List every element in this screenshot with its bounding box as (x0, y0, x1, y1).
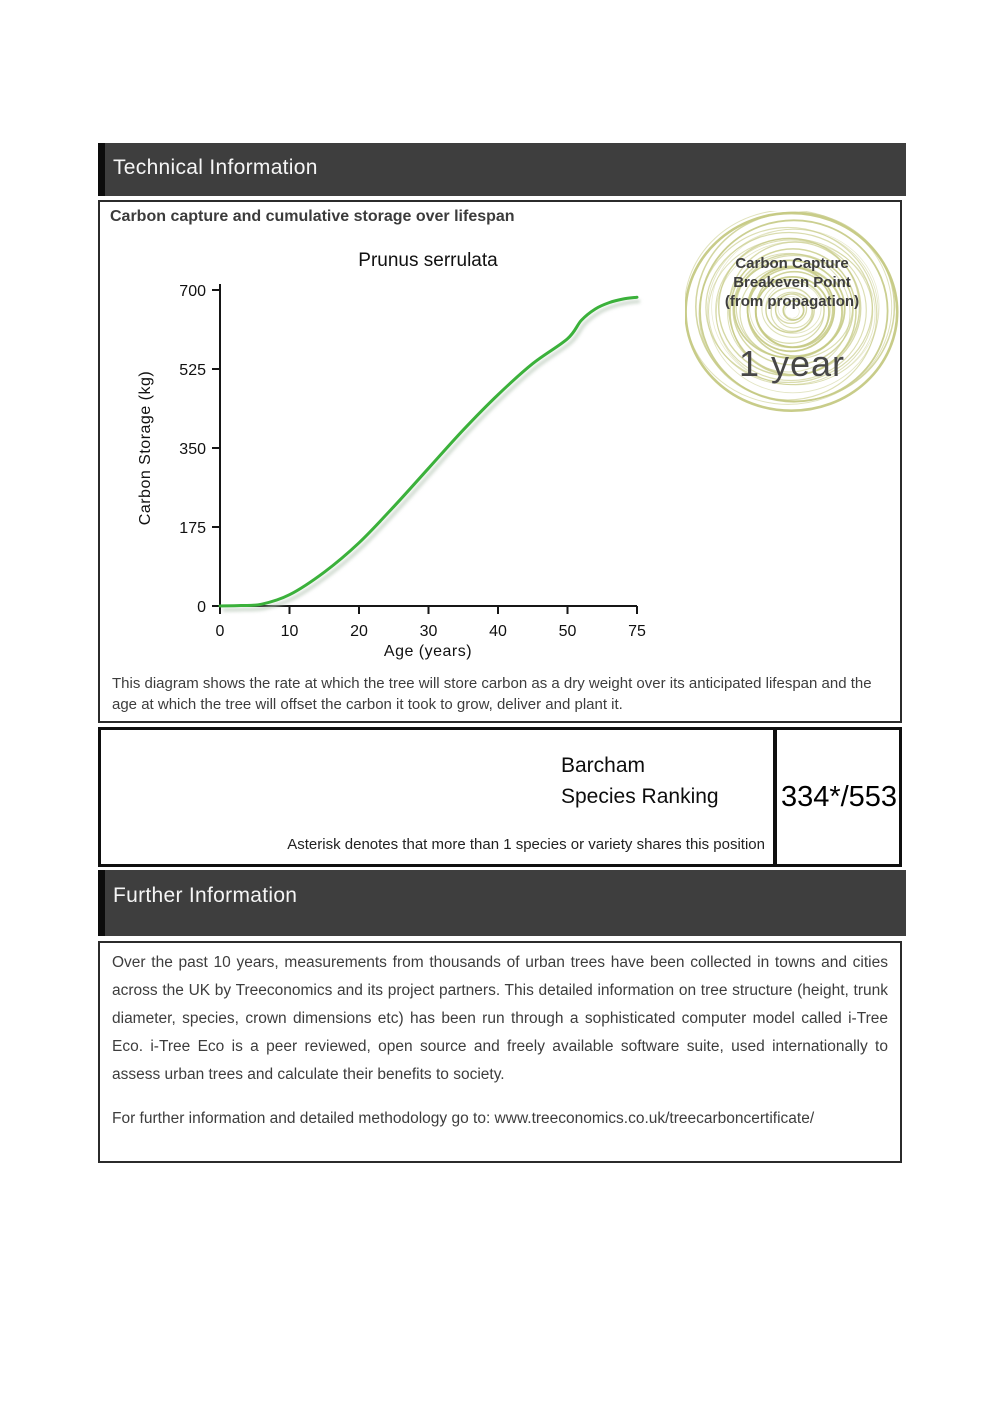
technical-information-header-bar (98, 143, 906, 196)
x-tick-label: 10 (280, 623, 299, 640)
x-tick-label: 40 (489, 623, 507, 640)
y-tick-label: 700 (179, 283, 206, 300)
x-tick-label: 75 (628, 623, 646, 640)
x-axis-title: Age (years) (383, 643, 473, 660)
carbon-storage-curve (220, 297, 637, 606)
x-tick-label: 0 (215, 623, 225, 640)
chart-description: This diagram shows the rate at which the tree will store carbon as a dry weight over its anticipated lifespan and the age at which the tree will offset the carbon it took to grow, deliver and plant it. (112, 675, 872, 713)
species-ranking-box (98, 727, 902, 867)
technical-content-box (98, 200, 902, 723)
tree-rings-icon (685, 211, 899, 413)
x-tick-label: 20 (350, 623, 368, 640)
ranking-divider (773, 730, 777, 864)
y-tick-label: 0 (197, 599, 206, 616)
technical-information-title: Technical Information (113, 156, 318, 179)
breakeven-value: 1 year (738, 343, 846, 384)
ranking-value: 334*/553 (780, 780, 898, 813)
carbon-chart (128, 242, 650, 662)
x-tick-label: 50 (558, 623, 577, 640)
y-tick-label: 350 (179, 441, 206, 458)
ranking-org: Barcham (561, 754, 646, 777)
curve-shadow (223, 301, 640, 610)
breakeven-title-line1: Carbon Capture (735, 255, 849, 272)
x-tick-label: 30 (419, 623, 438, 640)
breakeven-badge (685, 211, 899, 413)
carbon-storage-chart (128, 242, 650, 662)
breakeven-title-line2: Breakeven Point (733, 274, 851, 291)
further-information-title: Further Information (113, 884, 298, 907)
ranking-label-text: Species Ranking (561, 785, 719, 808)
chart-plot-area (179, 283, 646, 640)
ranking-label (561, 750, 719, 812)
further-information-header-bar (98, 870, 906, 936)
y-tick-label: 525 (179, 362, 206, 379)
chart-title: Prunus serrulata (358, 250, 498, 271)
breakeven-title-line3: (from propagation) (724, 293, 860, 310)
y-tick-label: 175 (179, 520, 206, 537)
ranking-asterisk-note: Asterisk denotes that more than 1 species or variety shares this position (287, 836, 765, 853)
y-axis-title: Carbon Storage (kg) (137, 370, 154, 526)
further-paragraph-1: Over the past 10 years, measurements from thousands of urban trees have been collected in towns and cities across the UK by Treeconomics and its project partners. This detailed information on tree structure (height, trunk diameter, species, crown dimensions etc) has been run through a sophisticated computer model called i-Tree Eco. i-Tree Eco is a peer reviewed, open source and freely available software suite, used internationally to assess urban trees and calculate their benefits to society. (112, 954, 888, 1083)
further-paragraph-2: For further information and detailed methodology go to: www.treeconomics.co.uk/treecarboncertificate/ (112, 1110, 815, 1127)
chart-section-subtitle: Carbon capture and cumulative storage over lifespan (110, 208, 515, 225)
further-information-box (98, 941, 902, 1163)
